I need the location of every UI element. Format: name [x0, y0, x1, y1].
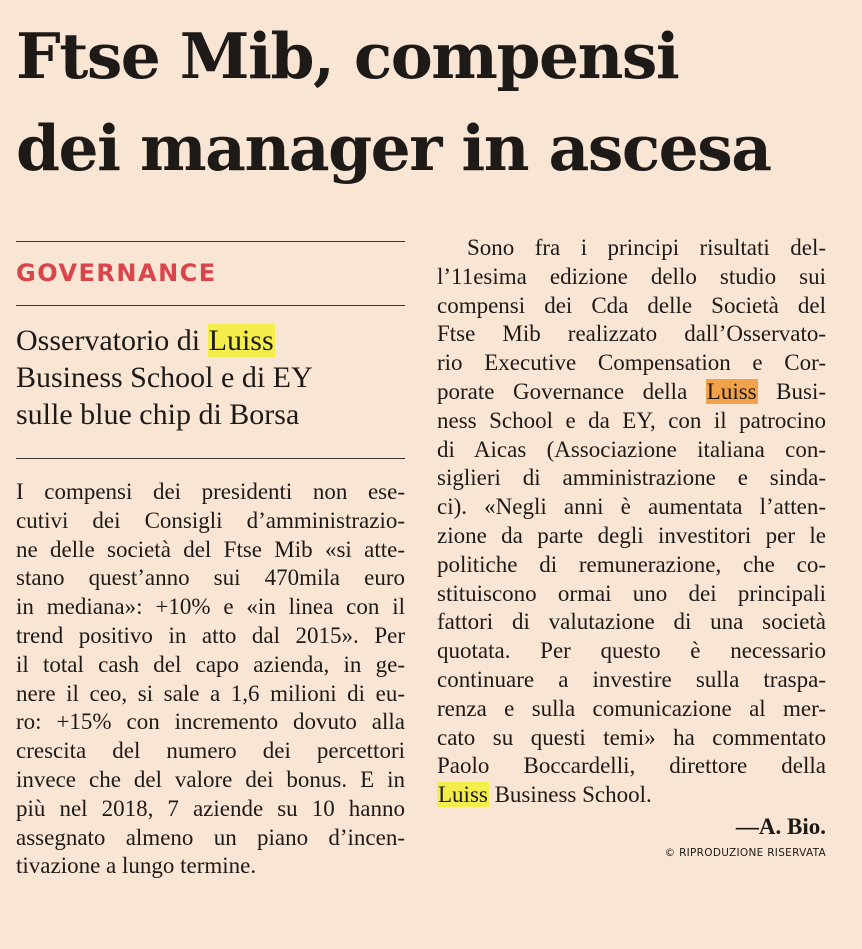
body-line: compensi dei Cda delle Società del — [437, 292, 826, 318]
highlighted-term: Luiss — [208, 324, 274, 357]
subtitle-line-3: sulle blue chip di Borsa — [16, 398, 300, 431]
highlighted-term: Luiss — [438, 782, 488, 808]
body-line: cato su questi temi» ha commentato — [437, 724, 826, 750]
body-line: Sono fra i principi risultati del- — [467, 235, 826, 260]
headline-line-1: Ftse Mib, compensi — [16, 19, 679, 93]
body-line: più nel 2018, 7 aziende su 10 hanno — [16, 795, 405, 821]
body-line-text: Business School. — [488, 782, 652, 808]
body-line: di Aicas (Associazione italiana con- — [437, 436, 826, 462]
body-line: quotata. Per questo è necessario — [437, 638, 826, 664]
subtitle-line-2: Business School e di EY — [16, 361, 313, 394]
body-line: tivazione a lungo termine. — [16, 853, 257, 879]
subtitle-divider — [16, 458, 405, 459]
body-line-text: porate Governance della — [437, 378, 706, 404]
body-line — [437, 781, 826, 810]
body-line: zione da parte degli investitori per le — [437, 522, 826, 548]
section-kicker: GOVERNANCE — [16, 259, 217, 287]
body-line: Paolo Boccardelli, direttore della — [437, 753, 826, 779]
body-line: ne delle società del Ftse Mib «si atte- — [16, 536, 405, 562]
body-line: il total cash del capo azienda, in ge- — [16, 651, 405, 677]
subtitle-line-1 — [16, 322, 405, 359]
body-line: siglieri di amministrazione e sinda- — [437, 465, 826, 491]
body-line: trend positivo in atto dal 2015». Per — [16, 622, 405, 648]
body-line: rio Executive Compensation e Cor- — [437, 350, 826, 376]
body-line: continuare a investire sulla traspa- — [437, 666, 826, 692]
body-line: ro: +15% con incremento dovuto alla — [16, 709, 405, 735]
article-subtitle — [16, 306, 405, 458]
body-line: ci). «Negli anni è aumentata l’atten- — [437, 494, 826, 520]
highlighted-term: Luiss — [706, 378, 757, 404]
body-line: assegnato almeno un piano d’incen- — [16, 824, 405, 850]
body-line: stituiscono ormai uno dei principali — [437, 580, 826, 606]
subtitle-line-1-text: Osservatorio di — [16, 324, 208, 357]
body-line: Ftse Mib realizzato dall’Osservato- — [437, 321, 826, 347]
left-body-text — [16, 478, 405, 881]
body-line: crescita del numero dei percettori — [16, 738, 405, 764]
article-headline — [16, 10, 846, 194]
right-column — [437, 234, 826, 859]
right-body-text — [437, 234, 826, 810]
body-line: in mediana»: +10% e «in linea con il — [16, 594, 405, 620]
body-line: nere il ceo, si sale a 1,6 milioni di eu- — [16, 680, 405, 706]
headline-line-2: dei manager in ascesa — [16, 111, 771, 185]
left-column — [16, 241, 405, 881]
body-line-text: Busi- — [757, 378, 826, 404]
body-line: ness School e da EY, con il patrocino — [437, 407, 826, 433]
body-line: politiche di remunerazione, che co- — [437, 551, 826, 577]
author-signature: —A. Bio. — [735, 813, 826, 839]
body-line: fattori di valutazione di una società — [437, 609, 826, 635]
body-line: invece che del valore dei bonus. E in — [16, 766, 405, 792]
body-line: cutivi dei Consigli d’amministrazio- — [16, 507, 405, 533]
copyright-notice: © RIPRODUZIONE RISERVATA — [664, 846, 826, 859]
body-line: I compensi dei presidenti non ese- — [16, 479, 405, 504]
body-line: stano quest’anno sui 470mila euro — [16, 565, 405, 591]
body-line: renza e sulla comunicazione al mer- — [437, 695, 826, 721]
body-line — [437, 378, 826, 407]
body-line: l’11esima edizione dello studio sui — [437, 263, 826, 289]
